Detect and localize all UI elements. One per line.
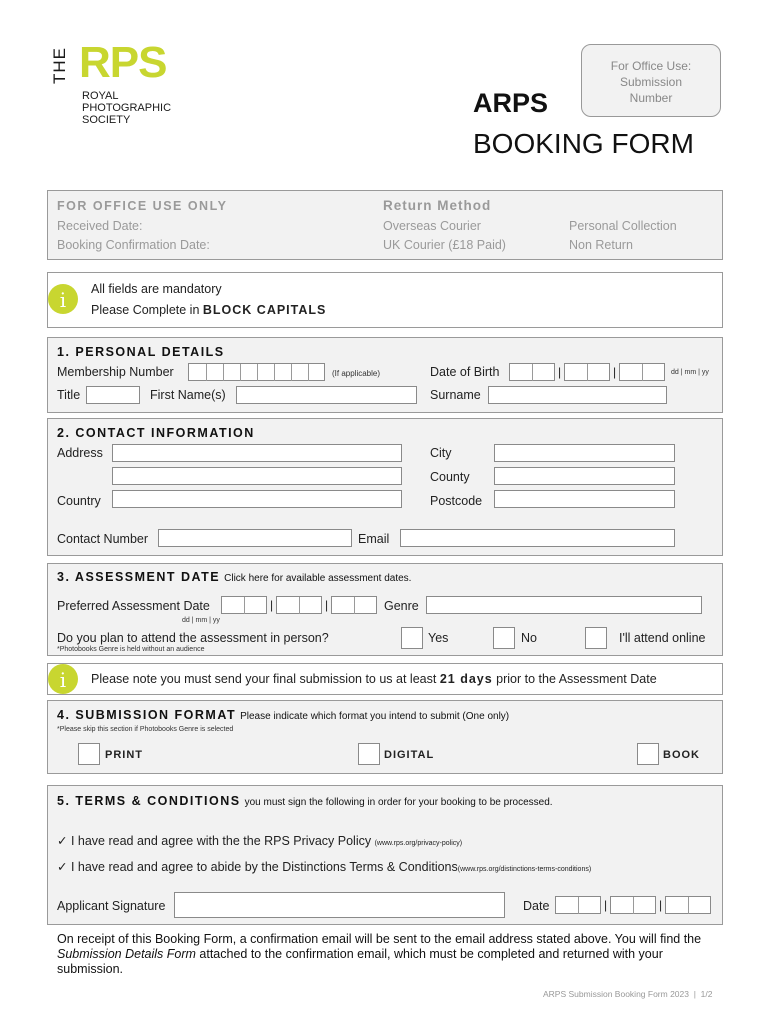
email-label: Email <box>358 532 390 546</box>
receipt-paragraph <box>57 932 717 977</box>
deadline-prefix: Please note you must send your final submission to us at least <box>91 672 440 686</box>
terms-date-label: Date <box>523 899 550 913</box>
terms-separator-2: | <box>659 898 663 912</box>
address-label: Address <box>57 446 103 460</box>
format-note: Please indicate which format you intend to submit (One only) <box>240 711 510 722</box>
assessment-month-input[interactable] <box>276 596 322 614</box>
assessment-day-input[interactable] <box>221 596 267 614</box>
genre-label: Genre <box>384 599 419 613</box>
digital-label: DIGITAL <box>384 749 435 761</box>
logo-line-photographic: PHOTOGRAPHIC <box>82 102 172 114</box>
page-footer: ARPS Submission Booking Form 2023 | 1/2 <box>543 989 713 999</box>
logo-the: THE <box>50 47 69 84</box>
terms-note: you must sign the following in order for your booking to be processed. <box>244 797 553 808</box>
stamp-line-2: Submission <box>619 75 683 89</box>
mandatory-notice <box>47 272 723 328</box>
confirmation-date-label: Booking Confirmation Date: <box>57 238 210 252</box>
logo-line-royal: ROYAL <box>82 90 119 102</box>
terms-heading-text: 5. TERMS & CONDITIONS <box>57 794 241 808</box>
attend-yes-label: Yes <box>428 631 449 645</box>
dob-separator-1: | <box>558 365 562 379</box>
print-label: PRINT <box>105 749 143 761</box>
privacy-agreement <box>57 833 462 848</box>
attend-online-label: I'll attend online <box>619 631 706 645</box>
contact-information-section <box>47 418 723 556</box>
book-label: BOOK <box>663 749 700 761</box>
country-label: Country <box>57 494 101 508</box>
assessment-separator-1: | <box>270 598 274 612</box>
privacy-agreement-text: ✓ I have read and agree with the the RPS Privacy Policy <box>57 834 372 848</box>
terms-year-input[interactable] <box>665 896 711 914</box>
office-use-heading: FOR OFFICE USE ONLY <box>57 199 228 213</box>
first-names-label: First Name(s) <box>150 388 226 402</box>
assessment-year-input[interactable] <box>331 596 377 614</box>
title-label: Title <box>57 388 81 402</box>
overseas-courier-option: Overseas Courier <box>383 219 481 233</box>
dob-day-input[interactable] <box>509 363 555 381</box>
assessment-heading-text: 3. ASSESSMENT DATE <box>57 570 221 584</box>
block-capitals-bold: BLOCK CAPITALS <box>202 303 327 317</box>
distinctions-terms-link[interactable]: (www.rps.org/distinctions-terms-conditions) <box>457 866 592 873</box>
attend-no-label: No <box>521 631 537 645</box>
digital-checkbox[interactable] <box>358 743 380 765</box>
logo-rps: RPS <box>79 38 167 87</box>
if-applicable-note: (If applicable) <box>332 369 381 378</box>
signature-input[interactable] <box>174 892 505 918</box>
privacy-policy-link[interactable]: (www.rps.org/privacy-policy) <box>374 840 463 847</box>
postcode-label: Postcode <box>430 494 483 508</box>
terms-separator-1: | <box>604 898 608 912</box>
terms-day-input[interactable] <box>555 896 601 914</box>
dob-format-hint: dd | mm | yy <box>671 369 709 376</box>
attend-yes-checkbox[interactable] <box>401 627 423 649</box>
first-names-input[interactable] <box>236 386 417 404</box>
assessment-date-heading <box>57 570 411 584</box>
block-capitals-prefix: Please Complete in <box>91 303 203 317</box>
uk-courier-option: UK Courier (£18 Paid) <box>383 238 506 252</box>
format-heading-text: 4. SUBMISSION FORMAT <box>57 708 237 722</box>
dob-label: Date of Birth <box>430 365 500 379</box>
logo-line-society: SOCIETY <box>82 114 131 126</box>
print-checkbox[interactable] <box>78 743 100 765</box>
submission-format-section <box>47 700 723 774</box>
attend-question: Do you plan to attend the assessment in person? <box>57 631 329 645</box>
county-input[interactable] <box>494 467 675 485</box>
city-input[interactable] <box>494 444 675 462</box>
personal-details-heading: 1. PERSONAL DETAILS <box>57 345 225 359</box>
received-date-label: Received Date: <box>57 219 143 233</box>
city-label: City <box>430 446 452 460</box>
contact-information-heading: 2. CONTACT INFORMATION <box>57 426 255 440</box>
return-method-heading: Return Method <box>383 198 492 213</box>
postcode-input[interactable] <box>494 490 675 508</box>
receipt-text-2: attached to the confirmation email, which must be completed and returned with your submission. <box>57 947 663 976</box>
form-subtitle: BOOKING FORM <box>473 128 694 159</box>
deadline-days: 21 days <box>439 672 493 686</box>
attend-no-checkbox[interactable] <box>493 627 515 649</box>
receipt-form-name: Submission Details Form <box>57 947 196 961</box>
info-icon: i <box>48 284 78 314</box>
submission-format-heading <box>57 708 509 722</box>
email-input[interactable] <box>400 529 675 547</box>
personal-collection-option: Personal Collection <box>569 219 677 233</box>
mandatory-text: All fields are mandatory <box>91 282 222 296</box>
contact-number-input[interactable] <box>158 529 352 547</box>
genre-input[interactable] <box>426 596 702 614</box>
membership-number-input[interactable] <box>188 363 325 381</box>
terms-month-input[interactable] <box>610 896 656 914</box>
assessment-separator-2: | <box>325 598 329 612</box>
non-return-option: Non Return <box>569 238 633 252</box>
stamp-line-3: Number <box>629 91 673 105</box>
membership-number-label: Membership Number <box>57 365 174 379</box>
block-capitals-text <box>91 303 326 317</box>
dob-year-input[interactable] <box>619 363 665 381</box>
country-input[interactable] <box>112 490 402 508</box>
title-input[interactable] <box>86 386 140 404</box>
assessment-date-section <box>47 563 723 656</box>
office-use-section <box>47 190 723 260</box>
signature-label: Applicant Signature <box>57 899 166 913</box>
terms-heading <box>57 794 553 808</box>
personal-details-section <box>47 337 723 413</box>
assessment-dates-link[interactable]: Click here for available assessment dates. <box>224 573 412 584</box>
surname-label: Surname <box>430 388 481 402</box>
submission-number-box <box>581 44 721 117</box>
address-line-1-input[interactable] <box>112 444 402 462</box>
county-label: County <box>430 470 470 484</box>
info-icon-deadline: i <box>48 664 78 694</box>
dob-separator-2: | <box>613 365 617 379</box>
distinctions-agreement-text: ✓ I have read and agree to abide by the Distinctions Terms & Conditions <box>57 860 458 874</box>
contact-number-label: Contact Number <box>57 532 149 546</box>
preferred-date-label: Preferred Assessment Date <box>57 599 210 613</box>
dob-month-input[interactable] <box>564 363 610 381</box>
photobooks-note: *Photobooks Genre is held without an audience <box>57 646 205 653</box>
assessment-date-hint: dd | mm | yy <box>182 617 220 624</box>
stamp-line-1: For Office Use: <box>610 59 692 73</box>
form-title: ARPS <box>473 88 549 118</box>
deadline-suffix: prior to the Assessment Date <box>492 672 657 686</box>
attend-online-checkbox[interactable] <box>585 627 607 649</box>
address-line-2-input[interactable] <box>112 467 402 485</box>
deadline-notice <box>47 663 723 695</box>
terms-section <box>47 785 723 925</box>
receipt-text-1: On receipt of this Booking Form, a confirmation email will be sent to the email address stated above. You will find the <box>57 932 702 946</box>
format-skip-note: *Please skip this section if Photobooks Genre is selected <box>57 726 234 733</box>
distinctions-agreement <box>57 859 591 874</box>
deadline-text <box>91 672 657 686</box>
surname-input[interactable] <box>488 386 667 404</box>
book-checkbox[interactable] <box>637 743 659 765</box>
